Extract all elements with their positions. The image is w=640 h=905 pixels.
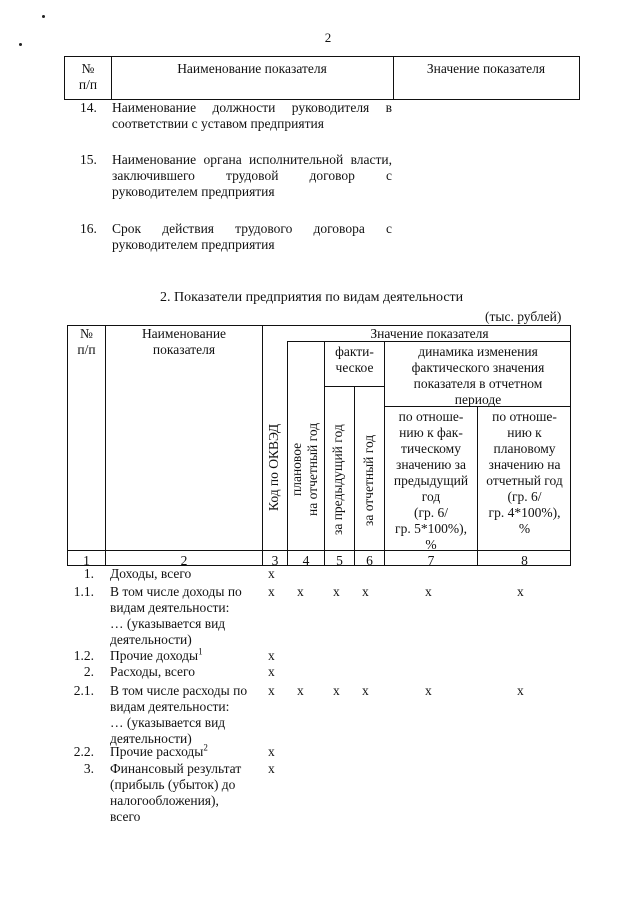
cell-mark: x bbox=[362, 683, 369, 698]
cell-mark: x bbox=[268, 648, 275, 663]
list-item: 16. Срок действия трудового договора с руководителем предприятия bbox=[80, 221, 392, 252]
scan-speck bbox=[42, 15, 45, 18]
cell-mark: x bbox=[425, 584, 432, 599]
units-label: (тыс. рублей) bbox=[485, 309, 562, 324]
top-table-name-header: Наименование показателя bbox=[177, 61, 327, 76]
row-number: 2.1. bbox=[73, 683, 94, 698]
row-label: Доходы, всего bbox=[110, 566, 192, 581]
column-number: 1 bbox=[83, 553, 90, 568]
cell-mark: x bbox=[333, 584, 340, 599]
cell-mark: x bbox=[517, 683, 524, 698]
column-number: 5 bbox=[336, 553, 343, 568]
cell-mark: x bbox=[297, 584, 304, 599]
cell-mark: x bbox=[268, 761, 275, 776]
header-value: Значение показателя bbox=[370, 326, 489, 341]
cell-mark: x bbox=[362, 584, 369, 599]
header-report-year: за отчетный год bbox=[361, 434, 376, 526]
row-number: 2. bbox=[83, 664, 94, 679]
row-number: 3. bbox=[83, 761, 94, 776]
cell-mark: x bbox=[268, 566, 275, 581]
top-table-header bbox=[64, 56, 580, 100]
header-vs-actual: по отноше- нию к фак- тическому значению за предыдущий год (гр. 6/ гр. 5*100%), % bbox=[393, 409, 469, 552]
row-label: Расходы, всего bbox=[110, 664, 195, 679]
cell-mark: x bbox=[268, 664, 275, 679]
section-title: 2. Показатели предприятия по видам деятельности bbox=[160, 290, 464, 305]
row-label: Финансовый результат (прибыль (убыток) до налогообложения), всего bbox=[110, 761, 242, 824]
header-planned: плановое на отчетный год bbox=[289, 422, 320, 516]
column-number: 7 bbox=[427, 553, 435, 568]
cell-mark: x bbox=[268, 584, 275, 599]
header-prev-year: за предыдущий год bbox=[330, 424, 345, 536]
cell-mark: x bbox=[425, 683, 432, 698]
top-table-value-header: Значение показателя bbox=[426, 61, 546, 76]
row-label: В том числе доходы по видам деятельности: … (указывается вид деятельности) bbox=[110, 584, 242, 647]
column-number: 3 bbox=[271, 553, 279, 568]
cell-mark: x bbox=[268, 744, 275, 759]
row-label: Прочие доходы$^1$ bbox=[110, 646, 203, 663]
cell-mark: x bbox=[268, 683, 275, 698]
row-label: Прочие расходы$^2$ bbox=[110, 742, 208, 759]
cell-mark: x bbox=[333, 683, 340, 698]
header-okved: Код по ОКВЭД bbox=[266, 423, 281, 511]
row-number: 2.2. bbox=[73, 744, 94, 759]
header-actual: факти- ческое bbox=[335, 344, 374, 375]
list-item: 15. Наименование органа исполнительной власти, заключившего трудовой договор с руководителем предприятия bbox=[80, 152, 392, 199]
row-label: В том числе расходы по видам деятельности: … (указывается вид деятельности) bbox=[110, 683, 248, 746]
column-number: 6 bbox=[366, 553, 373, 568]
header-vs-plan: по отноше- нию к плановому значению на отчетный год (гр. 6/ гр. 4*100%), % bbox=[486, 409, 563, 536]
column-number: 8 bbox=[521, 553, 528, 568]
cell-mark: x bbox=[517, 584, 524, 599]
row-number: 1.1. bbox=[73, 584, 94, 599]
column-number: 4 bbox=[302, 553, 310, 568]
footnote-ref: 1 bbox=[198, 646, 203, 657]
cell-mark: x bbox=[297, 683, 304, 698]
footnote-ref: 2 bbox=[203, 742, 208, 753]
scan-speck bbox=[19, 43, 22, 46]
top-table-num-header: № п/п bbox=[78, 61, 98, 92]
page-number: 2 bbox=[324, 30, 332, 45]
header-dynamics: динамика изменения фактического значения показателя в отчетном периоде bbox=[411, 344, 545, 407]
list-item: 14. Наименование должности руководителя в соответствии с уставом предприятия bbox=[80, 100, 392, 131]
row-number: 1.2. bbox=[73, 648, 94, 663]
header-name: Наименование показателя bbox=[141, 326, 227, 357]
column-number: 2 bbox=[180, 553, 188, 568]
row-number: 1. bbox=[83, 566, 94, 581]
header-num: № п/п bbox=[77, 326, 96, 357]
